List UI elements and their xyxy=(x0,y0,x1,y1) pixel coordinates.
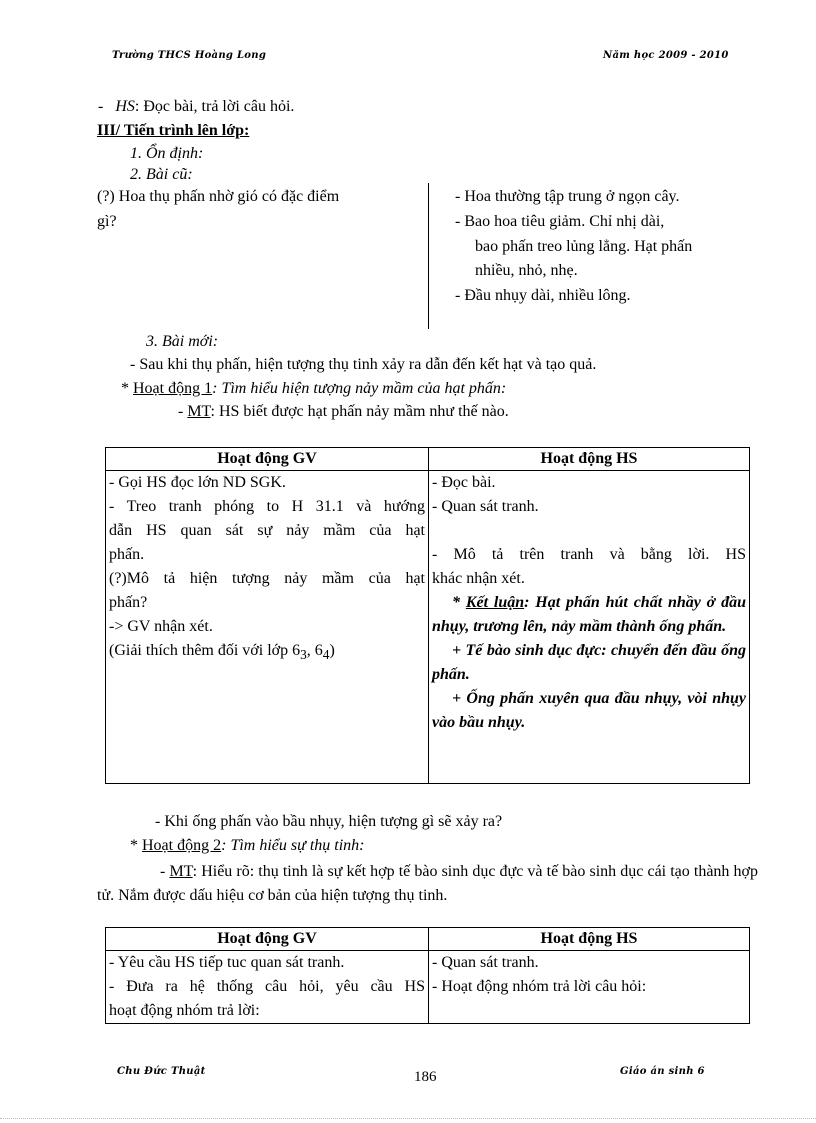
conclusion-text: : Hạt phấn hút chất nhầy ở đầu nhụy, trương lên, nảy mầm thành ống phấn. xyxy=(432,594,746,635)
old-answer-3: - Đầu nhụy dài, nhiều lông. xyxy=(455,287,631,304)
table-row xyxy=(106,471,750,784)
activity2-label: Hoạt động 2 xyxy=(142,837,222,854)
hs-cell xyxy=(429,951,750,1024)
gv-last-end: ) xyxy=(329,642,335,659)
activity1-label: Hoạt động 1 xyxy=(133,380,213,397)
table-row xyxy=(106,951,750,1024)
bridge-question: - Khi ống phấn vào bầu nhụy, hiện tượng gì sẽ xảy ra? xyxy=(155,813,503,830)
gv-line: - Yêu cầu HS tiếp tuc quan sát tranh. xyxy=(109,954,345,971)
bullet-star: * xyxy=(130,837,142,854)
mt-dash: - xyxy=(178,403,188,420)
footer-author: Chu Đức Thuật xyxy=(117,1066,206,1077)
gv-cell xyxy=(106,951,429,1024)
old-answer-2: - Bao hoa tiêu giảm. Chỉ nhị dài, xyxy=(455,213,665,230)
gv-line xyxy=(109,639,425,667)
gv-line: phấn. xyxy=(109,546,145,563)
header-hs: Hoạt động HS xyxy=(429,448,750,471)
gv-line: phấn? xyxy=(109,594,148,611)
conclusion-label: Kết luận xyxy=(465,594,525,611)
gv-line: hoạt động nhóm trả lời: xyxy=(109,1002,260,1019)
subscript: 4 xyxy=(322,647,330,663)
activity2-title: : Tìm hiểu sự thụ tinh: xyxy=(221,837,365,854)
mt-label: MT xyxy=(187,403,211,420)
activity2-heading xyxy=(130,837,365,855)
hs-line: - Quan sát tranh. xyxy=(432,498,539,515)
hs-line: - Đọc bài. xyxy=(432,474,496,491)
hs-label: HS xyxy=(115,98,135,115)
gv-last-mid: , 6 xyxy=(306,642,323,659)
gv-line: - Treo tranh phóng to H 31.1 và hướng xyxy=(109,498,425,515)
table-header-row xyxy=(106,928,750,951)
gv-cell xyxy=(106,471,429,784)
mt-label: MT xyxy=(169,863,193,880)
mt-text: : HS biết được hạt phấn nảy mầm như thế nào. xyxy=(210,403,509,420)
activity1-heading xyxy=(121,380,506,398)
page-number: 186 xyxy=(414,1069,437,1085)
mt-dash: - xyxy=(160,863,170,880)
item-on-dinh xyxy=(130,145,203,163)
gv-line: - Đưa ra hệ thống câu hỏi, yêu cầu HS xyxy=(109,978,425,995)
hs-line: khác nhận xét. xyxy=(432,570,525,587)
gv-line: (?)Mô tả hiện tượng nảy mầm của hạt xyxy=(109,570,425,587)
header-hs: Hoạt động HS xyxy=(429,928,750,951)
hs-line: - Mô tả trên tranh và bằng lời. HS xyxy=(432,546,746,563)
new-lesson-intro: - Sau khi thụ phấn, hiện tượng thụ tinh xảy ra dẫn đến kết hạt và tạo quả. xyxy=(130,356,597,373)
section-title: III/ Tiến trình lên lớp: xyxy=(97,122,250,139)
subscript: 3 xyxy=(300,647,307,663)
gv-line: dẫn HS quan sát sự nảy mầm của hạt xyxy=(109,522,425,539)
mt-text: : Hiểu rõ: thụ tinh là sự kết hợp tế bào sinh dục đực và tế bào sinh dục cái tạo thành hợp tử. Nắm được dấu hiệu cơ bản của hiện tượng thụ tinh. xyxy=(97,863,759,904)
activity1-mt xyxy=(178,403,509,421)
bullet-star: * xyxy=(121,380,133,397)
header-gv: Hoạt động GV xyxy=(106,448,429,471)
gv-line: -> GV nhận xét. xyxy=(109,618,213,635)
table-header-row xyxy=(106,448,750,471)
activity1-table xyxy=(105,447,750,784)
old-question-line2: gì? xyxy=(97,213,117,230)
gv-last-text: (Giải thích thêm đối với lớp 6 xyxy=(109,642,301,659)
header-school: Trường THCS Hoàng Long xyxy=(112,50,267,61)
page-bottom-rule xyxy=(0,1118,816,1119)
item-bai-cu-text: 2. Bài cũ: xyxy=(130,166,193,183)
activity1-title: : Tìm hiểu hiện tượng nảy mầm của hạt phấn: xyxy=(212,380,507,397)
conclusion xyxy=(432,591,746,639)
conclusion-point-2: + Ống phấn xuyên qua đầu nhụy, vòi nhụy vào bầu nhụy. xyxy=(432,690,746,731)
header-year: Năm học 2009 - 2010 xyxy=(603,50,729,61)
item-on-dinh-text: 1. Ổn định: xyxy=(130,145,204,162)
header-gv: Hoạt động GV xyxy=(106,928,429,951)
hs-cell xyxy=(429,471,750,784)
gv-line: - Gọi HS đọc lớn ND SGK. xyxy=(109,474,286,491)
footer-doc: Giáo án sinh 6 xyxy=(620,1066,705,1077)
conclusion-star: * xyxy=(452,594,466,611)
spacer xyxy=(432,519,746,543)
old-answer-1: - Hoa thường tập trung ở ngọn cây. xyxy=(455,188,680,205)
old-question-line1: (?) Hoa thụ phấn nhờ gió có đặc điểm xyxy=(97,188,340,205)
old-answer-2c: nhiều, nhỏ, nhẹ. xyxy=(475,262,578,279)
activity2-mt xyxy=(97,860,758,908)
activity2-table xyxy=(105,927,750,1024)
dash: - xyxy=(98,98,104,115)
conclusion-point-1: + Tế bào sinh dục đực: chuyển đến đầu ống phấn. xyxy=(432,642,746,683)
new-lesson-title: 3. Bài mới: xyxy=(146,333,219,350)
old-answer-2b: bao phấn treo lủng lẳng. Hạt phấn xyxy=(475,238,693,255)
item-bai-cu xyxy=(130,166,193,184)
hs-prep-text: : Đọc bài, trả lời câu hỏi. xyxy=(134,98,295,115)
hs-line: - Quan sát tranh. xyxy=(432,954,539,971)
hs-line: - Hoạt động nhóm trả lời câu hỏi: xyxy=(432,978,647,995)
column-divider xyxy=(428,183,429,329)
hs-prep-line xyxy=(98,98,294,116)
